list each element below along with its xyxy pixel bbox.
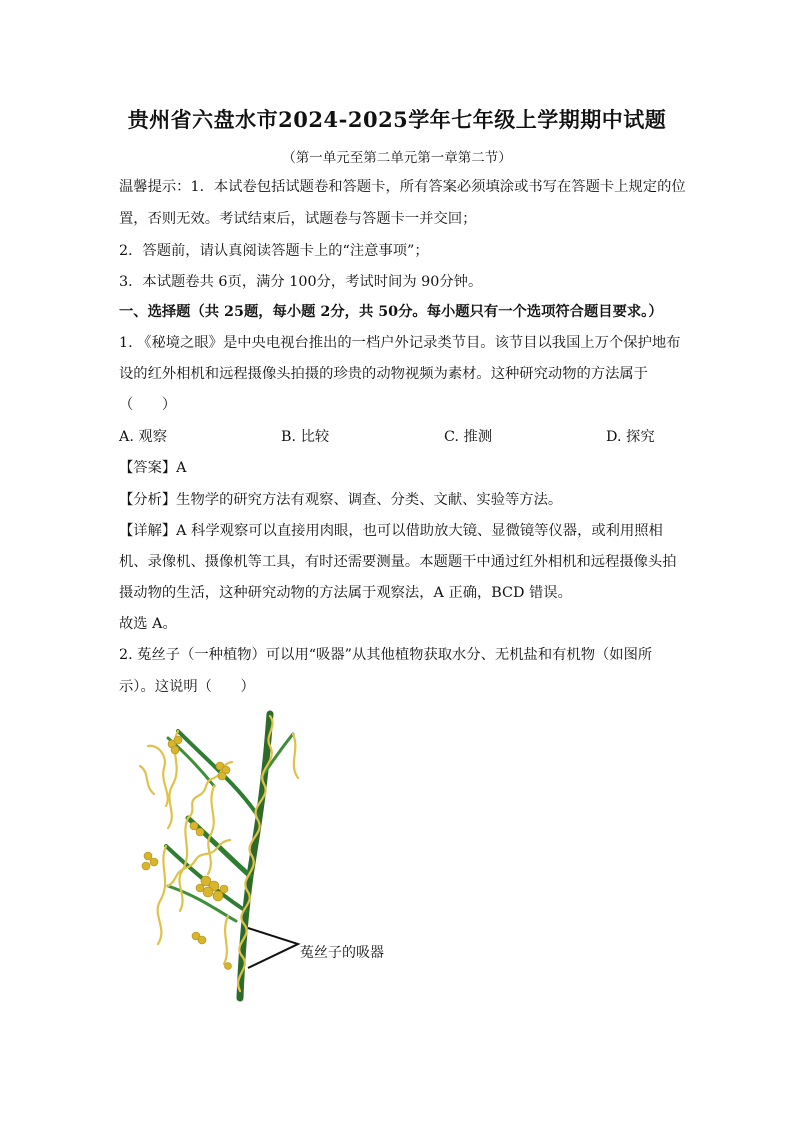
q1-answer: 【答案】A (119, 460, 187, 476)
q1-option-d: D. 探究 (606, 429, 655, 445)
q1-detail-line-3: 摄动物的生活，这种研究动物的方法属于观察法，A 正确，BCD 错误。 (119, 585, 572, 601)
haustoria-pointer (248, 928, 298, 968)
q1-analysis: 【分析】生物学的研究方法有观察、调查、分类、文献、实验等方法。 (119, 492, 563, 508)
notice-line-3: 2．答题前，请认真阅读答题卡上的“注意事项”； (119, 243, 429, 259)
q2-stem-line-1: 2. 菟丝子（一种植物）可以用“吸器”从其他植物获取水分、无机盐和有机物（如图所 (119, 647, 653, 663)
figure-label: 菟丝子的吸器 (300, 945, 384, 961)
q1-stem-line-1: 1. 《秘境之眼》是中央电视台推出的一档户外记录类节目。该节目以我国上万个保护地布 (119, 335, 681, 351)
exam-subtitle: （第一单元至第二单元第一章第二节） (282, 150, 512, 166)
exam-title: 贵州省六盘水市2024-2025学年七年级上学期期中试题 (127, 107, 667, 132)
q1-option-a: A. 观察 (119, 429, 168, 445)
q1-conclusion: 故选 A。 (119, 616, 177, 632)
q1-detail-line-2: 机、录像机、摄像机等工具，有时还需要测量。本题题干中通过红外相机和远程摄像头拍 (119, 554, 677, 570)
q1-answer-blank: （ ） (119, 397, 177, 413)
q1-stem-line-2: 设的红外相机和远程摄像头拍摄的珍贵的动物视频为素材。这种研究动物的方法属于 (119, 366, 648, 382)
notice-line-2: 置，否则无效。考试结束后，试题卷与答题卡一并交回； (119, 211, 477, 227)
q1-detail-line-1: 【详解】A 科学观察可以直接用肉眼，也可以借助放大镜、显微镜等仪器，或利用照相 (119, 523, 663, 539)
q1-option-b: B. 比较 (281, 429, 330, 445)
section-heading: 一、选择题（共 25题，每小题 2分，共 50分。每小题只有一个选项符合题目要求。） (119, 304, 663, 320)
notice-line-4: 3．本试题卷共 6页，满分 100分，考试时间为 90分钟。 (119, 274, 483, 290)
q1-option-c: C. 推测 (444, 429, 493, 445)
notice-line-1: 温馨提示：1．本试卷包括试题卷和答题卡，所有答案必须填涂或书写在答题卡上规定的位 (119, 179, 686, 195)
q2-stem-line-2: 示）。这说明（ ） (119, 679, 255, 695)
